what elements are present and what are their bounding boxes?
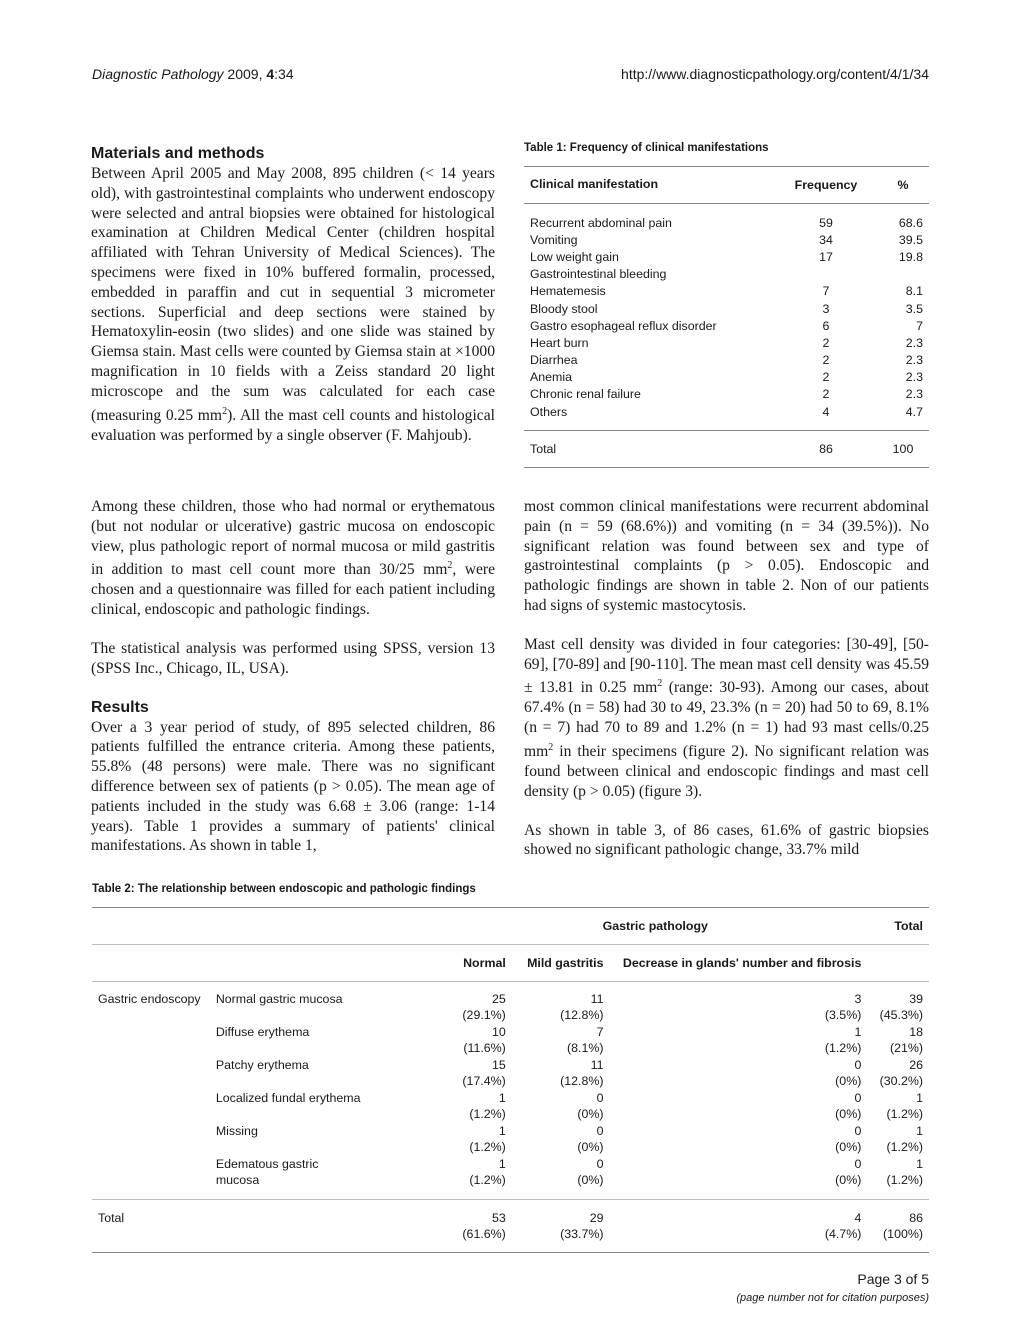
table2-cell-normal [369, 991, 512, 1024]
table1-cell-percent: 4.7 [905, 404, 923, 419]
table1-cell-manifestation: Anemia [530, 370, 573, 385]
table2-percent: (8.1%) [567, 1041, 604, 1055]
table1-row [524, 266, 929, 283]
table1-cell-frequency: 3 [822, 301, 830, 316]
journal-citation [92, 66, 294, 82]
table1-cell-frequency: 2 [822, 370, 830, 385]
table2-count: 11 [590, 1058, 604, 1072]
table2-count: 10 [492, 1025, 506, 1039]
table1-cell-manifestation: Gastro esophageal reflux disorder [530, 318, 717, 333]
table2-percent: (61.6%) [462, 1227, 506, 1241]
table2-row-label: Edematous gastric mucosa [215, 1157, 319, 1187]
table2-cell-mild [512, 1156, 610, 1189]
table2-row [92, 1156, 929, 1189]
table2-row-group [92, 1024, 210, 1057]
table1-cell-frequency: 2 [822, 353, 830, 368]
table1-cell-percent: 68.6 [898, 215, 923, 230]
table2-row-group [92, 1057, 210, 1090]
journal-year: 2009, [223, 66, 267, 82]
results-paragraph-2: most common clinical manifestations were recurrent abdominal pain (n = 59 (68.6%)) and vomiting (n = 34 (39.5%)). No significant relation was found between sex and type of gastrointestinal complaints (p > 0.05). Endoscopic and pathologic findings are shown in table 2. Non of our patients had signs of systemic mastocytosis. [524, 498, 929, 614]
table2-cell-mild [512, 1123, 610, 1156]
table1-cell-percent: 2.3 [905, 353, 923, 368]
table1-cell-frequency: 4 [822, 404, 830, 419]
table2-percent: (4.7%) [824, 1227, 862, 1241]
table2-percent: (45.3%) [879, 1008, 923, 1022]
table2-percent: (1.2%) [469, 1107, 506, 1121]
table2-percent: (1.2%) [886, 1173, 923, 1187]
table2-count: 0 [596, 1091, 604, 1105]
table1-total-label: Total [530, 442, 557, 457]
table1-cell-percent: 3.5 [905, 301, 923, 316]
table2-count: 0 [596, 1124, 604, 1138]
table1-row [524, 334, 929, 351]
table1-cell-frequency [775, 266, 877, 283]
table2-count: 11 [590, 992, 604, 1006]
table1-row [524, 386, 929, 403]
table2-cell-mild [512, 1024, 610, 1057]
table2-count: 53 [492, 1211, 506, 1225]
table2-cell-total [867, 1024, 929, 1057]
table2-count: 7 [596, 1025, 604, 1039]
table2-cell-decrease [610, 1210, 868, 1242]
table1-cell-percent: 2.3 [905, 370, 923, 385]
page-number-note: (page number not for citation purposes) [736, 1292, 929, 1304]
table2-cell-normal [369, 1210, 512, 1242]
table2-row-group: Gastric endoscopy [98, 992, 201, 1006]
table2-count: 1 [498, 1124, 506, 1138]
table2-percent: (33.7%) [560, 1227, 604, 1241]
table2-row [92, 1090, 929, 1123]
table2-cell-total [867, 1057, 929, 1090]
table2-caption: Table 2: The relationship between endoscopic and pathologic findings [92, 883, 476, 895]
table2-percent: (0%) [577, 1173, 604, 1187]
table1-cell-manifestation: Hematemesis [530, 284, 606, 299]
table2-cell-normal [369, 1057, 512, 1090]
table2-cell-normal [369, 1123, 512, 1156]
table1-caption: Table 1: Frequency of clinical manifestations [524, 142, 769, 154]
table1-cell-manifestation: Recurrent abdominal pain [530, 215, 672, 230]
table2-count: 0 [854, 1124, 862, 1138]
table2-row [92, 991, 929, 1024]
table2-cell-mild [512, 1057, 610, 1090]
table2-block [92, 883, 929, 1253]
table1-cell-frequency: 59 [819, 215, 833, 230]
table2-row-label: Patchy erythema [215, 1058, 309, 1072]
table1-header-manifestation: Clinical manifestation [530, 177, 659, 191]
table1-row [524, 231, 929, 248]
table2-percent: (21%) [889, 1041, 923, 1055]
table1-cell-percent [877, 266, 929, 283]
table1-header-frequency: Frequency [794, 178, 858, 192]
table2-cell-mild [512, 991, 610, 1024]
table2-total-row [92, 1210, 929, 1242]
table2-percent: (1.2%) [469, 1173, 506, 1187]
table2-percent: (100%) [883, 1227, 923, 1241]
table2-count: 1 [854, 1025, 862, 1039]
table1-row [524, 369, 929, 386]
methods-paragraph-3: The statistical analysis was performed using SPSS, version 13 (SPSS Inc., Chicago, IL, USA). [91, 639, 495, 677]
table2-count: 1 [498, 1157, 506, 1171]
table2-percent: (12.8%) [560, 1074, 604, 1088]
table2-percent: (0%) [835, 1173, 862, 1187]
table2-col-normal: Normal [463, 956, 506, 970]
journal-name: Diagnostic Pathology [92, 66, 224, 82]
table1-cell-manifestation: Others [530, 404, 568, 419]
table2-percent: (17.4%) [462, 1074, 506, 1088]
table1-cell-percent: 8.1 [905, 284, 923, 299]
table2-cell-decrease [610, 1057, 868, 1090]
table1-cell-frequency: 34 [819, 232, 833, 247]
table2-count: 1 [916, 1157, 923, 1171]
table1-cell-percent: 2.3 [905, 335, 923, 350]
table1-total-frequency: 86 [819, 442, 833, 457]
table2-cell-total [867, 991, 929, 1024]
table2-total-body [92, 1200, 929, 1253]
table1-row [524, 248, 929, 265]
table2-cell-total [867, 1123, 929, 1156]
table1-row [524, 214, 929, 231]
table1-cell-percent: 39.5 [898, 232, 923, 247]
table2-percent: (0%) [835, 1074, 862, 1088]
table2-count: 0 [854, 1157, 862, 1171]
table2-col-mild: Mild gastritis [527, 956, 604, 970]
table2-cell-decrease [610, 1156, 868, 1189]
table2-row-label: Diffuse erythema [215, 1025, 310, 1039]
table2-count: 3 [854, 992, 862, 1006]
right-column-text [524, 497, 929, 860]
table1-cell-percent: 2.3 [905, 387, 923, 402]
table2-percent: (11.6%) [463, 1041, 506, 1055]
article-url[interactable]: http://www.diagnosticpathology.org/content/4/1/34 [621, 66, 929, 82]
table2-cell-normal [369, 1156, 512, 1189]
table1-cell-percent: 7 [916, 318, 923, 333]
table2-row-label: Normal gastric mucosa [215, 992, 343, 1006]
table2-count: 0 [854, 1058, 862, 1072]
results-paragraph-4: As shown in table 3, of 86 cases, 61.6% of gastric biopsies showed no significant pathologic change, 33.7% mild [524, 821, 929, 859]
table2-cell-mild [512, 1090, 610, 1123]
left-column-bottom [91, 497, 495, 856]
table2-cell-total [867, 1090, 929, 1123]
table2-row-label [210, 1210, 369, 1242]
table2-count: 1 [498, 1091, 506, 1105]
table2-percent: (29.1%) [462, 1008, 506, 1022]
running-header [92, 66, 929, 86]
table1-body [524, 204, 929, 431]
table2-percent: (0%) [577, 1107, 604, 1121]
table1-cell-manifestation: Vomiting [530, 232, 578, 247]
table1-header-percent: % [897, 178, 909, 192]
table2-row-group [92, 1090, 210, 1123]
table2-cell-decrease [610, 1090, 868, 1123]
journal-volume: 4 [266, 66, 275, 82]
table2-row [92, 1057, 929, 1090]
table2-row [92, 1024, 929, 1057]
left-column-top [91, 144, 495, 445]
table2-count: 25 [492, 992, 506, 1006]
table1-block [524, 142, 929, 468]
table2-cell-decrease [610, 991, 868, 1024]
table1-cell-frequency: 7 [822, 284, 830, 299]
table2-total-header: Total [894, 919, 923, 933]
table2-row-group [92, 1156, 210, 1189]
table1-cell-frequency: 6 [822, 318, 830, 333]
table2-row [92, 1123, 929, 1156]
table2-count: 29 [589, 1211, 604, 1225]
table1-cell-manifestation: Diarrhea [530, 353, 578, 368]
table2-cell-normal [369, 1024, 512, 1057]
table1-cell-manifestation: Heart burn [530, 335, 589, 350]
table2-percent: (12.8%) [560, 1008, 604, 1022]
results-heading: Results [91, 698, 149, 716]
table2-percent: (0%) [835, 1140, 862, 1154]
table1-cell-frequency: 2 [822, 387, 830, 402]
table2-percent: (1.2%) [824, 1041, 862, 1055]
table2-count: 18 [909, 1025, 923, 1039]
table2-count: 15 [492, 1058, 506, 1072]
table2-percent: (1.2%) [886, 1140, 923, 1154]
table2-row-label: Missing [215, 1124, 258, 1138]
table1-cell-manifestation: Chronic renal failure [530, 387, 641, 402]
table2-percent: (0%) [835, 1107, 862, 1121]
table2 [92, 907, 929, 1253]
table2-percent: (30.2%) [879, 1074, 923, 1088]
table1 [524, 166, 929, 468]
table2-cell-total [867, 1156, 929, 1189]
journal-pages: :34 [274, 66, 294, 82]
table1-cell-frequency: 17 [819, 249, 833, 264]
table2-count: 26 [909, 1058, 923, 1072]
table2-body [92, 982, 929, 1200]
results-paragraph-3: Mast cell density was divided in four categories: [30-49], [50-69], [70-89] and [90-110]. The mean mast cell density was 45.59 ± 13.81 in 0.25 $mm^2$ (range: 30-93). Among our cases, about 67.4% (n = 58) had 30 to 49, 23.3% (n = 20) had 50 to 69, 8.1% (n = 7) had 70 to 89 and 1.2% (n = 1) had 93 mast cells/0.25 $mm^2$ in their specimens (figure 2). No significant relation was found between clinical and endoscopic findings and mast cell density (p > 0.05) (figure 3). [524, 635, 929, 800]
methods-heading: Materials and methods [91, 145, 265, 162]
table2-row-group [92, 1123, 210, 1156]
table1-cell-manifestation: Bloody stool [530, 301, 598, 316]
table2-percent: (3.5%) [824, 1008, 862, 1022]
table1-row [524, 317, 929, 334]
table2-percent: (0%) [577, 1140, 604, 1154]
table1-row [524, 300, 929, 317]
table2-row-group: Total [98, 1211, 125, 1225]
table2-count: 39 [909, 992, 923, 1006]
table1-row [524, 283, 929, 300]
table1-cell-manifestation: Low weight gain [530, 249, 619, 264]
table2-cell-mild [512, 1210, 610, 1242]
table2-group-header: Gastric pathology [602, 919, 708, 933]
table2-cell-decrease [610, 1123, 868, 1156]
table2-count: 4 [854, 1211, 862, 1225]
table2-cell-decrease [610, 1024, 868, 1057]
table1-cell-frequency: 2 [822, 335, 830, 350]
table2-percent: (1.2%) [469, 1140, 506, 1154]
table2-cell-normal [369, 1090, 512, 1123]
methods-paragraph-2: Among these children, those who had normal or erythematous (but not nodular or ulcerative) gastric mucosa on endoscopic view, plus pathologic report of normal mucosa or mild gastritis in addition to mast cell count more than 30/25 $mm^2$, were chosen and a questionnaire was filled for each patient including clinical, endoscopic and pathologic findings. [91, 498, 495, 619]
table2-cell-total [867, 1210, 929, 1242]
table2-count: 0 [854, 1091, 862, 1105]
results-paragraph-1: Over a 3 year period of study, of 895 selected children, 86 patients fulfilled the entrance criteria. Among these patients, 55.8% (48 persons) were male. There was no significant difference between sex of patients (p > 0.05). The mean age of patients included in the study was 6.68 ± 3.06 (range: 1-14 years). Table 1 provides a summary of patients' clinical manifestations. As shown in table 1, [91, 718, 495, 855]
methods-paragraph-1: Between April 2005 and May 2008, 895 children (< 14 years old), with gastrointestinal complaints who underwent endoscopy were selected and antral biopsies were obtained for histological examination at Children Medical Center (children hospital affiliated with Tehran University of Medical Sciences). The specimens were fixed in 10% buffered formalin, processed, embedded in paraffin and cut in sequential 3 micrometer sections. Superficial and deep sections were stained by Hematoxylin-eosin (two slides) and one slide was stained by Giemsa stain. Mast cells were counted by Giemsa stain at ×1000 magnification in 10 fields with a Zeiss standard 20 light microscope and the sum was calculated for each case (measuring 0.25 $mm^2$). All the mast cell counts and histological evaluation was performed by a single observer (F. Mahjoub). [91, 165, 495, 444]
table2-count: 0 [596, 1157, 604, 1171]
page-number: Page 3 of 5 [857, 1271, 929, 1287]
table2-count: 1 [916, 1124, 923, 1138]
table1-total-percent: 100 [892, 442, 914, 457]
table1-cell-percent: 19.8 [898, 249, 923, 264]
table1-row [524, 403, 929, 420]
table2-row-label: Localized fundal erythema [215, 1091, 361, 1105]
table2-col-decrease: Decrease in glands' number and fibrosis [622, 956, 862, 970]
table2-percent: (1.2%) [886, 1107, 923, 1121]
table2-count: 1 [916, 1091, 923, 1105]
table1-cell-manifestation: Gastrointestinal bleeding [530, 267, 667, 282]
table1-row [524, 352, 929, 369]
table2-count: 86 [909, 1211, 923, 1225]
